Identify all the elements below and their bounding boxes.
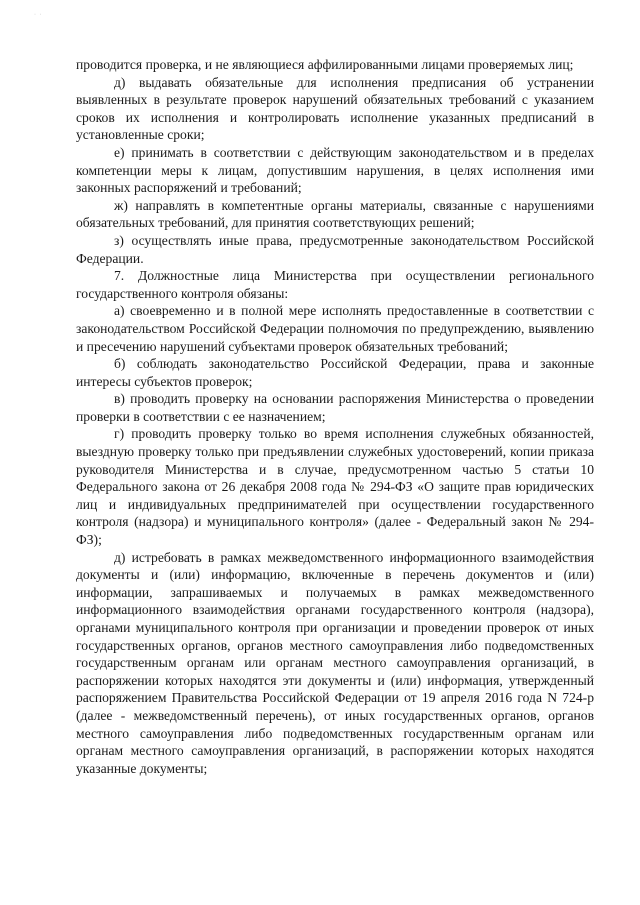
paragraph-item-z: з) осуществлять иные права, предусмотренные законодательством Российской Федерации.: [76, 232, 594, 266]
paragraph-item-7a: а) своевременно и в полной мере исполнять предоставленные в соответствии с законодательством Российской Федерации полномочия по предупреждению, выявлению и пресечению нарушений субъектами проверок обязательных требований;: [76, 303, 594, 354]
paragraph-item-7b: б) соблюдать законодательство Российской Федерации, права и законные интересы субъектов проверок;: [76, 356, 594, 389]
paragraph-item-d: д) выдавать обязательные для исполнения предписания об устранении выявленных в результате проверок нарушений обязательных требований с указанием сроков их исполнения и контролировать исполнение указанных предписаний в установленные сроки;: [76, 74, 594, 143]
document-body: [76, 56, 594, 777]
paragraph-continuation: проводится проверка, и не являющиеся аффилированными лицами проверяемых лиц;: [76, 57, 574, 72]
scan-corner-mark: · ·: [34, 12, 43, 18]
paragraph-section-7: 7. Должностные лица Министерства при осуществлении регионального государственного контроля обязаны:: [76, 268, 594, 301]
paragraph-item-7v: в) проводить проверку на основании распоряжения Министерства о проведении проверки в соответствии с ее назначением;: [76, 391, 594, 424]
paragraph-item-zh: ж) направлять в компетентные органы материалы, связанные с нарушениями обязательных требований, для принятия соответствующих решений;: [76, 197, 594, 231]
paragraph-item-7d: д) истребовать в рамках межведомственного информационного взаимодействия документы и (или) информацию, включенные в перечень документов и (или) информации, запрашиваемых и получаемых в рамках межведомственного информационного взаимодействия органами государственного контроля (надзора), органами муниципального контроля при организации и проведении проверок от иных государственных органов, органов местного самоуправления либо подведомственных государственным органам или органам местного самоуправления организаций, в распоряжении которых находятся эти документы и (или) информация, утвержденный распоряжением Правительства Российской Федерации от 19 апреля 2016 года N 724-р (далее - межведомственный перечень), от иных государственных органов, органов местного самоуправления либо подведомственных государственным органам или органам местного самоуправления организаций, в распоряжении которых находятся указанные документы;: [76, 549, 594, 776]
paragraph-item-e: е) принимать в соответствии с действующим законодательством и в пределах компетенции меры к лицам, допустившим нарушения, в целях исполнения ими законных распоряжений и требований;: [76, 144, 594, 196]
paragraph-item-7g: г) проводить проверку только во время исполнения служебных обязанностей, выездную проверку только при предъявлении служебных удостоверений, копии приказа руководителя Министерства и в случае, предусмотренном частью 5 статьи 10 Федерального закона от 26 декабря 2008 года № 294-ФЗ «О защите прав юридических лиц и индивидуальных предпринимателей при осуществлении государственного контроля (надзора) и муниципального контроля» (далее - Федеральный закон № 294-ФЗ);: [76, 426, 594, 548]
